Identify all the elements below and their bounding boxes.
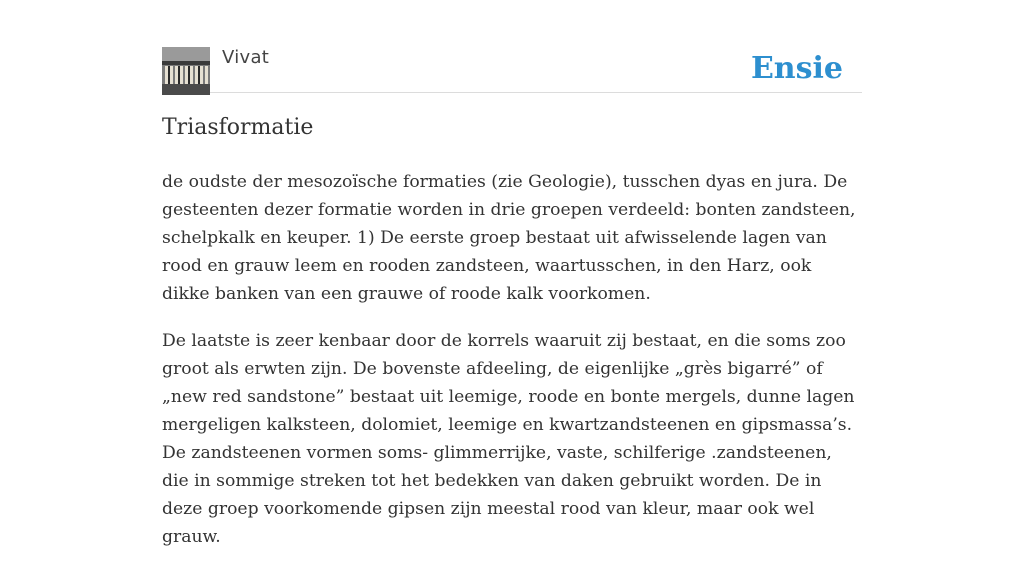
page-title: Triasformatie	[162, 115, 314, 140]
article-body	[162, 168, 862, 570]
author-name[interactable]: Vivat	[222, 47, 270, 68]
bookshelf-icon	[162, 47, 210, 95]
avatar[interactable]	[162, 47, 210, 95]
paragraph: de oudste der mesozoïsche formaties (zie Geologie), tusschen dyas en jura. De gesteenten dezer formatie worden in drie groepen verdeeld: bonten zandsteen, schelpkalk en keuper. 1) De eerste groep bestaat uit afwisselende lagen van rood en grauw leem en rooden zandsteen, waartusschen, in den Harz, ook dikke banken van een grauwe of roode kalk voorkomen.	[162, 172, 856, 304]
header	[162, 46, 862, 93]
paragraph: De laatste is zeer kenbaar door de korrels waaruit zij bestaat, en die soms zoo groot als erwten zijn. De bovenste afdeeling, de eigenlijke „grès bigarré” of „new red sandstone” bestaat uit leemige, roode en bonte mergels, dunne lagen mergeligen kalksteen, dolomiet, leemige en kwartzandsteenen en gipsmassa’s. De zandsteenen vormen soms- glimmerrijke, vaste, schilferige .zandsteenen, die in sommige streken tot het bedekken van daken gebruikt worden. De in deze groep voorkomende gipsen zijn meestal rood van kleur, maar ook wel grauw.	[162, 331, 855, 547]
brand-logo[interactable]: Ensie	[750, 51, 843, 86]
